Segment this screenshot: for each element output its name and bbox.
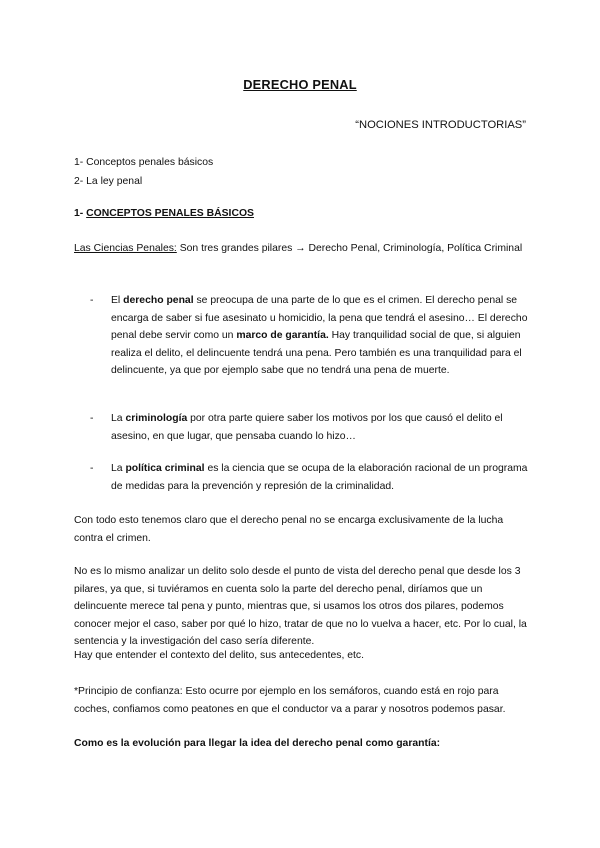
ciencias-penales-paragraph <box>74 240 529 258</box>
bullet-text: La política criminal es la ciencia que se ocupa de la elaboración racional de un programa de medidas para la prevención y represión de la criminalidad. <box>111 463 528 492</box>
ciencias-label: Las Ciencias Penales: <box>74 243 177 254</box>
bullet-dash: - <box>90 413 94 424</box>
bullet-text: El derecho penal se preocupa de una parte de lo que es el crimen. El derecho penal se encarga de saber si fue asesinato u homicidio, la pena que tendrá el asesino… El derecho penal debe servir como un marco de garantía. Hay tranquilidad social de que, si alguien realiza el delito, el delincuente tendrá una pena. Pero también es una tranquilidad para el delincuente, ya que por ejemplo sabe que no tendrá una pena de muerte. <box>111 295 528 376</box>
paragraph-no-es-lo-mismo: No es lo mismo analizar un delito solo desde el punto de vista del derecho penal que desde los 3 pilares, ya que, si tuviéramos en cuenta solo la parte del derecho penal, diríamos que un delincuente merece tal pena y punto, mientras que, si usamos los otros dos pilares, podemos conocer mejor el caso, saber por qué lo hizo, tratar de que no lo vuelva a hacer, etc. Por lo cual, la sentencia y la investigación del caso sería diferente. <box>74 566 527 647</box>
section-heading <box>74 205 254 223</box>
ciencias-text: Son tres grandes pilares → Derecho Penal, Criminología, Política Criminal <box>176 243 523 254</box>
table-of-contents <box>74 154 213 192</box>
toc-item: 1- Conceptos penales básicos <box>74 157 214 168</box>
paragraph-contexto: Hay que entender el contexto del delito, sus antecedentes, etc. <box>74 650 364 661</box>
document-title: DERECHO PENAL <box>243 77 357 92</box>
paragraph-evolucion-heading: Como es la evolución para llegar la idea del derecho penal como garantía: <box>74 738 441 749</box>
paragraph-con-todo: Con todo esto tenemos claro que el derecho penal no se encarga exclusivamente de la lucha contra el crimen. <box>74 515 504 544</box>
toc-item: 2- La ley penal <box>74 176 143 187</box>
bullet-dash: - <box>90 463 94 474</box>
section-title: CONCEPTOS PENALES BÁSICOS <box>86 208 254 219</box>
bullet-text: La criminología por otra parte quiere saber los motivos por los que causó el delito el asesino, en que lugar, que pensaba cuando lo hizo… <box>111 413 503 442</box>
document-subtitle: “NOCIONES INTRODUCTORIAS” <box>355 119 526 131</box>
section-number: 1- <box>74 208 87 219</box>
bullet-dash: - <box>90 295 94 306</box>
paragraph-principio-confianza: *Principio de confianza: Esto ocurre por ejemplo en los semáforos, cuando está en rojo para coches, confiamos como peatones en que el conductor va a parar y nosotros podemos pasar. <box>74 686 506 715</box>
